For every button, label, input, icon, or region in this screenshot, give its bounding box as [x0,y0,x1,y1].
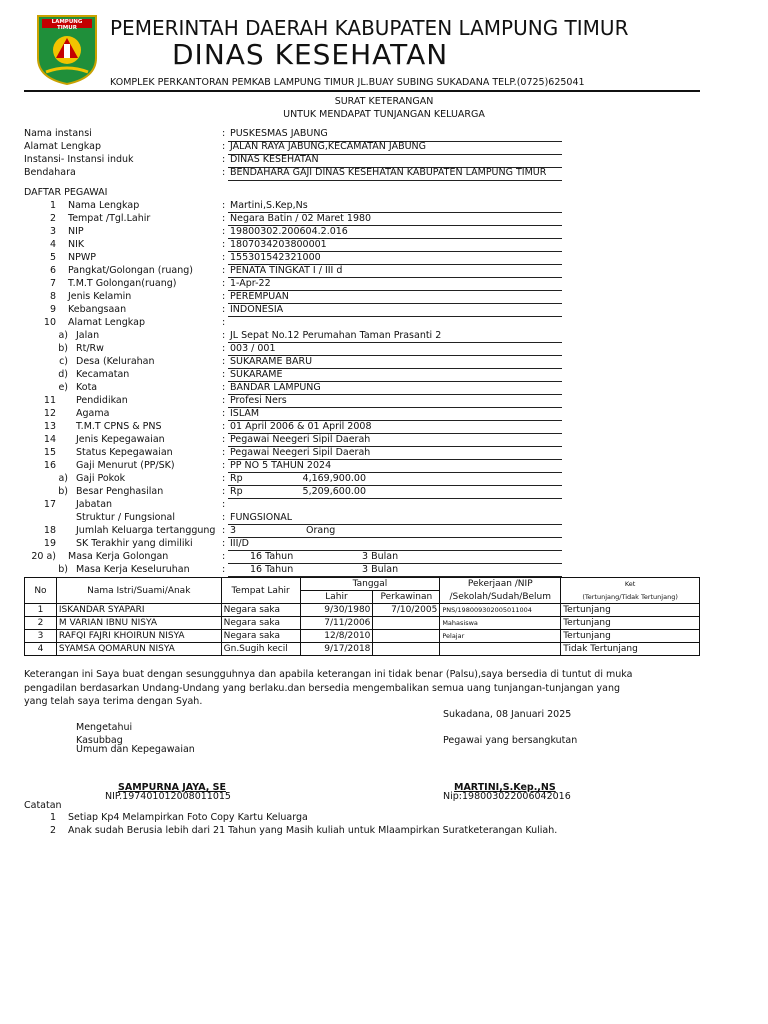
cell-nama: SYAMSA QOMARUN NISYA [56,643,221,656]
colon: : [222,278,226,289]
header-pekerjaan-2: /Sekolah/Sudah/Belum [440,591,561,604]
pegawai-value: 3 [230,525,237,536]
pegawai-label: Kecamatan [76,369,130,380]
statement-line: yang telah saya terima dengan Syah. [24,696,203,707]
header-nama: Nama Istri/Suami/Anak [56,578,221,604]
colon: : [222,356,226,367]
logo-text: LAMPUNG TIMUR [51,19,83,31]
sign-right-nip: Nip:198003022006042016 [443,791,571,802]
pegawai-value: 16 Tahun [250,564,294,575]
table-row [25,630,700,643]
header-ket-1: Ket [561,578,700,591]
sign-right-name: MARTINI,S.Kep.,NS [454,782,556,793]
colon: : [222,421,226,432]
pegawai-label: T.M.T CPNS & PNS [76,421,162,432]
pegawai-amount: 3 Bulan [362,564,399,575]
header-lahir: Lahir [300,591,373,604]
pegawai-label: Tempat /Tgl.Lahir [68,213,151,224]
kop-divider [24,90,700,92]
pegawai-no: b) [58,564,68,575]
header-pekerjaan-1: Pekerjaan /NIP [440,578,561,591]
pegawai-value: 16 Tahun [250,551,294,562]
pegawai-label: Agama [76,408,110,419]
pegawai-label: Jenis Kelamin [68,291,132,302]
pegawai-label: SK Terakhir yang dimiliki [76,538,193,549]
cell-no: 1 [25,604,57,617]
cell-tempat: Gn.Sugih kecil [221,643,300,656]
colon: : [222,291,226,302]
pegawai-amount: 4,169,900.00 [302,473,366,484]
colon: : [222,473,226,484]
colon: : [222,447,226,458]
pegawai-no: e) [58,382,68,393]
cell-no: 3 [25,630,57,643]
pegawai-value: PEREMPUAN [230,291,289,302]
colon: : [222,460,226,471]
instansi-value: JALAN RAYA JABUNG,KECAMATAN JABUNG [230,141,427,152]
sign-left-name: SAMPURNA JAYA, SE [118,782,226,793]
pegawai-no: 8 [49,291,56,302]
colon: : [222,382,226,393]
pegawai-value: SUKARAME BARU [230,356,313,367]
colon: : [222,369,226,380]
pegawai-value: INDONESIA [230,304,284,315]
pegawai-amount: 5,209,600.00 [302,486,366,497]
pegawai-no: a) [58,473,68,484]
pegawai-label: Masa Kerja Golongan [68,551,169,562]
pegawai-no: 1 [49,200,56,211]
daftar-pegawai-title: DAFTAR PEGAWAI [24,187,108,198]
statement-line: pengadilan berdasarkan Undang-Undang yang berlaku.dan bersedia mengembalikan semua uang tunjangan-tunjangan yang [24,683,621,694]
pegawai-no: 14 [43,434,56,445]
colon: : [222,265,226,276]
cell-tempat: Negara saka [221,604,300,617]
pegawai-label: Jenis Kepegawaian [76,434,165,445]
pegawai-label: Pangkat/Golongan (ruang) [68,265,194,276]
header-perkawinan: Perkawinan [373,591,440,604]
doc-title-line-2: UNTUK MENDAPAT TUNJANGAN KELUARGA [283,109,485,120]
family-table [24,577,700,656]
cell-lahir: 7/11/2006 [300,617,373,630]
pegawai-value: ISLAM [230,408,260,419]
pegawai-label: Besar Penghasilan [76,486,164,497]
pegawai-value: Martini,S.Kep,Ns [230,200,308,211]
pegawai-label: Rt/Rw [76,343,104,354]
pegawai-no: 10 [43,317,56,328]
colon: : [222,128,226,139]
cell-nama: ISKANDAR SYAPARI [56,604,221,617]
doc-title-line-1: SURAT KETERANGAN [334,96,434,107]
pegawai-label: Status Kepegawaian [76,447,173,458]
header-no: No [25,578,57,604]
pegawai-no: 19 [43,538,56,549]
cell-tempat: Negara saka [221,617,300,630]
pegawai-no: 15 [43,447,56,458]
cell-kawin [373,630,440,643]
colon: : [222,252,226,263]
colon: : [222,499,226,510]
pegawai-no: 6 [49,265,56,276]
pegawai-label: Nama Lengkap [68,200,140,211]
pegawai-no: 5 [49,252,56,263]
catatan-no: 1 [50,812,57,823]
pegawai-no: 7 [49,278,56,289]
instansi-value: DINAS KESEHATAN [230,154,319,165]
pegawai-no: a) [58,330,68,341]
cell-no: 4 [25,643,57,656]
cell-lahir: 9/30/1980 [300,604,373,617]
cell-kerja: PNS/198009302005011004 [440,604,561,617]
instansi-label: Instansi- Instansi induk [24,154,134,165]
pegawai-value: 19800302.200604.2.016 [230,226,348,237]
cell-nama: RAFQI FAJRI KHOIRUN NISYA [56,630,221,643]
sign-left-line-1: Mengetahui [76,722,133,733]
colon: : [222,343,226,354]
pegawai-label: Desa (Kelurahan [76,356,155,367]
cell-tempat: Negara saka [221,630,300,643]
cell-kerja: Pelajar [440,630,561,643]
cell-kerja: Mahasiswa [440,617,561,630]
pegawai-value: 1807034203800001 [230,239,327,250]
catatan-text: Setiap Kp4 Melampirkan Foto Copy Kartu Keluarga [68,812,308,823]
sign-right-line-1: Pegawai yang bersangkutan [443,735,578,746]
pegawai-value: 155301542321000 [230,252,321,263]
colon: : [222,317,226,328]
pegawai-no: 12 [43,408,56,419]
cell-lahir: 12/8/2010 [300,630,373,643]
pegawai-value: Pegawai Neegeri Sipil Daerah [230,434,371,445]
pegawai-value: Rp [230,473,243,484]
catatan-no: 2 [50,825,57,836]
table-row [25,604,700,617]
colon: : [222,551,226,562]
pegawai-label: Jumlah Keluarga tertanggung [76,525,216,536]
pegawai-value: PENATA TINGKAT I / III d [230,265,343,276]
kop-line-2: DINAS KESEHATAN [172,38,449,71]
colon: : [222,564,226,575]
header-tanggal: Tanggal [300,578,440,591]
pegawai-value: 01 April 2006 & 01 April 2008 [230,421,372,432]
statement-line: Keterangan ini Saya buat dengan sesungguhnya dan apabila keterangan ini tidak benar (Palsu),saya bersedia di tuntut di muka [24,669,633,680]
instansi-label: Alamat Lengkap [24,141,101,152]
colon: : [222,395,226,406]
instansi-value: BENDAHARA GAJI DINAS KESEHATAN KABUPATEN LAMPUNG TIMUR [230,167,547,178]
sign-left-nip: NIP.197401012008011015 [105,791,231,802]
pegawai-label: Gaji Menurut (PP/SK) [76,460,175,471]
pegawai-label: Struktur / Fungsional [76,512,175,523]
cell-kawin [373,643,440,656]
pegawai-value: Pegawai Neegeri Sipil Daerah [230,447,371,458]
pegawai-label: Gaji Pokok [76,473,126,484]
colon: : [222,154,226,165]
pegawai-value: BANDAR LAMPUNG [230,382,321,393]
pegawai-label: NIK [68,239,85,250]
header-ket-2: (Tertunjang/Tidak Tertunjang) [561,591,700,604]
pegawai-label: NPWP [68,252,96,263]
pegawai-value: Profesi Ners [230,395,287,406]
cell-ket: Tertunjang [561,630,700,643]
pegawai-value: III/D [230,538,249,549]
colon: : [222,239,226,250]
pegawai-value: 003 / 001 [230,343,276,354]
pegawai-label: Kota [76,382,98,393]
colon: : [222,434,226,445]
colon: : [222,512,226,523]
pegawai-no: b) [58,486,68,497]
regency-logo [36,14,98,86]
pegawai-no: 4 [49,239,56,250]
pegawai-value: 1-Apr-22 [230,278,271,289]
cell-no: 2 [25,617,57,630]
pegawai-label: Jalan [76,330,100,341]
instansi-label: Bendahara [24,167,76,178]
catatan-title: Catatan [24,800,62,811]
pegawai-no: b) [58,343,68,354]
colon: : [222,525,226,536]
colon: : [222,200,226,211]
cell-ket: Tertunjang [561,617,700,630]
pegawai-no: 2 [49,213,56,224]
pegawai-amount: 3 Bulan [362,551,399,562]
pegawai-no: 13 [43,421,56,432]
colon: : [222,213,226,224]
cell-kawin: 7/10/2005 [373,604,440,617]
cell-kawin [373,617,440,630]
pegawai-value: FUNGSIONAL [230,512,293,523]
pegawai-no: c) [59,356,68,367]
cell-lahir: 9/17/2018 [300,643,373,656]
pegawai-label: Alamat Lengkap [68,317,145,328]
pegawai-no: 11 [43,395,56,406]
cell-ket: Tidak Tertunjang [561,643,700,656]
pegawai-no: 17 [43,499,56,510]
pegawai-label: Jabatan [76,499,113,510]
cell-kerja [440,643,561,656]
table-row [25,617,700,630]
pegawai-no: 9 [49,304,56,315]
colon: : [222,141,226,152]
header-tempat: Tempat Lahir [221,578,300,604]
instansi-value: PUSKESMAS JABUNG [230,128,328,139]
pegawai-no: 16 [43,460,56,471]
instansi-label: Nama instansi [24,128,92,139]
pegawai-value: PP NO 5 TAHUN 2024 [230,460,332,471]
pegawai-label: Kebangsaan [68,304,127,315]
pegawai-value: Rp [230,486,243,497]
table-row [25,643,700,656]
pegawai-label: T.M.T Golongan(ruang) [68,278,177,289]
pegawai-amount: Orang [306,525,336,536]
catatan-text: Anak sudah Berusia lebih dari 21 Tahun yang Masih kuliah untuk Mlaampirkan Suratketerangan Kuliah. [68,825,558,836]
sign-left-line-3: Umum dan Kepegawaian [76,744,195,755]
sign-left-line-2: Kasubbag [76,735,123,746]
pegawai-no: 18 [43,525,56,536]
pegawai-value: SUKARAME [230,369,283,380]
colon: : [222,538,226,549]
kop-line-1: PEMERINTAH DAERAH KABUPATEN LAMPUNG TIMUR [110,16,629,40]
kop-address: KOMPLEK PERKANTORAN PEMKAB LAMPUNG TIMUR JL.BUAY SUBING SUKADANA TELP.(0725)625041 [110,77,585,88]
colon: : [222,167,226,178]
pegawai-label: NIP [68,226,84,237]
colon: : [222,330,226,341]
pegawai-no: 3 [49,226,56,237]
place-date: Sukadana, 08 Januari 2025 [443,709,572,720]
cell-nama: M VARIAN IBNU NISYA [56,617,221,630]
pegawai-label: Pendidikan [76,395,128,406]
pegawai-label: Masa Kerja Keseluruhan [76,564,190,575]
pegawai-no: 20 a) [31,551,56,562]
colon: : [222,226,226,237]
cell-ket: Tertunjang [561,604,700,617]
colon: : [222,408,226,419]
colon: : [222,486,226,497]
pegawai-no: d) [58,369,68,380]
pegawai-value: Negara Batin / 02 Maret 1980 [230,213,372,224]
colon: : [222,304,226,315]
pegawai-value: JL Sepat No.12 Perumahan Taman Prasanti 2 [230,330,442,341]
